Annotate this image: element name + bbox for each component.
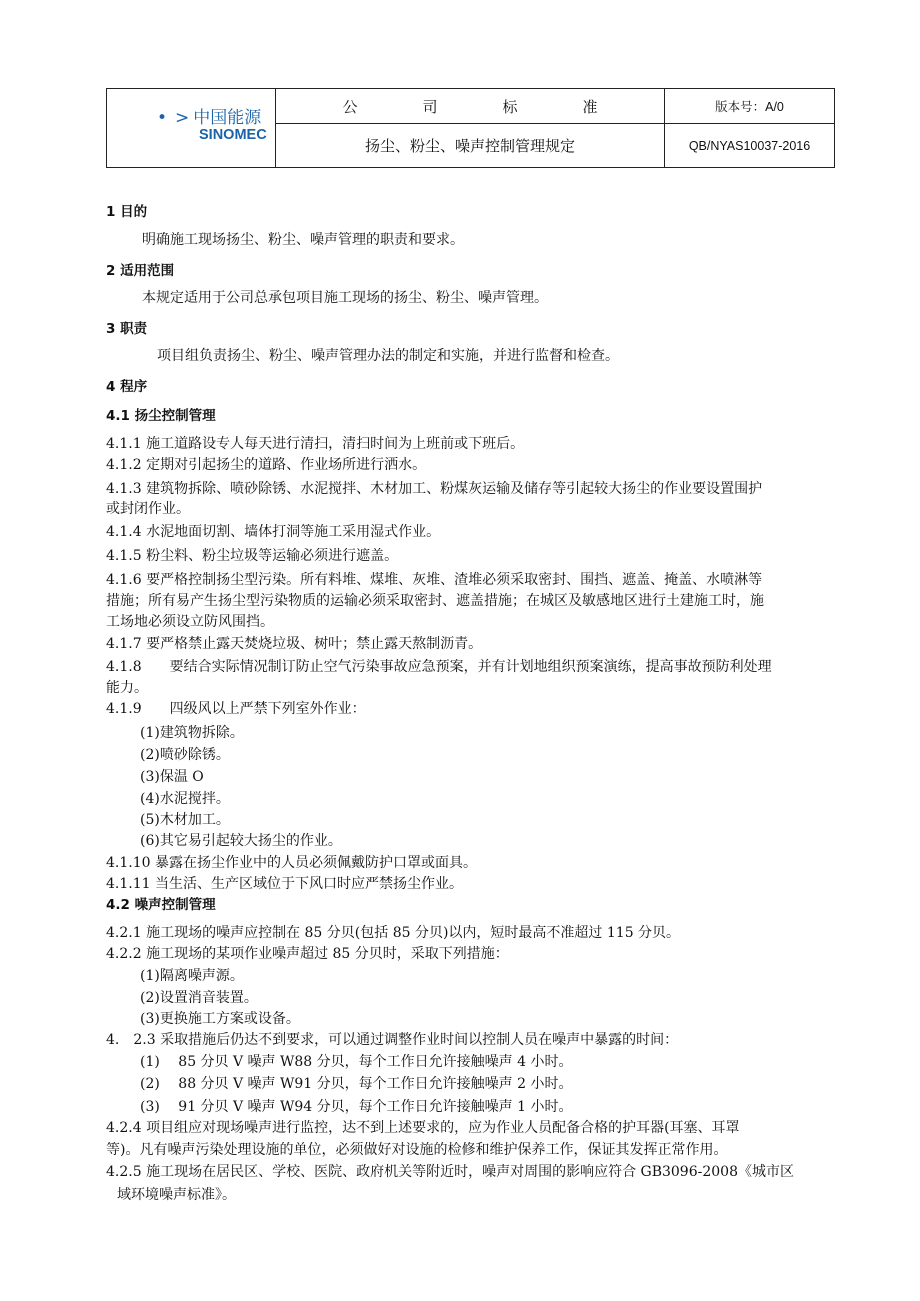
body-line: (4)水泥搅拌。: [140, 791, 230, 807]
logo-english-name: SINOMEC: [199, 127, 267, 143]
body-line: (1)建筑物拆除。: [140, 725, 244, 741]
body-line: 4.1.6 要严格控制扬尘型污染。所有料堆、煤堆、灰堆、渣堆必须采取密封、围挡、遮盖、掩盖、水喷淋等: [106, 572, 763, 588]
body-line: 4.1.4 水泥地面切割、墙体打洞等施工采用湿式作业。: [106, 524, 441, 540]
body-line: 等)。凡有噪声污染处理设施的单位，必须做好对设施的检修和维护保养工作，保证其发挥正常作用。: [106, 1142, 728, 1158]
logo-chinese-name: 中国能源: [193, 108, 262, 128]
body-line: 4.1.11 当生活、生产区域位于下风口时应严禁扬尘作业。: [106, 876, 463, 892]
body-line: 4.1.3 建筑物拆除、喷砂除锈、水泥搅拌、木材加工、粉煤灰运输及储存等引起较大扬尘的作业要设置围护: [106, 481, 763, 497]
body-line: 域环境噪声标准》。: [117, 1187, 236, 1203]
body-line: (1) 85 分贝 V 噪声 W88 分贝，每个工作日允许接触噪声 4 小时。: [140, 1054, 573, 1070]
document-title: 扬尘、粉尘、噪声控制管理规定: [364, 137, 575, 155]
section-heading: 3 职责: [106, 321, 148, 337]
standard-type-char: 司: [422, 97, 438, 116]
body-line: (2)喷砂除锈。: [140, 747, 230, 763]
body-line: 4.1.9 四级风以上严禁下列室外作业：: [106, 701, 366, 717]
section-heading: 1 目的: [106, 204, 148, 220]
body-line: 或封闭作业。: [106, 501, 190, 517]
body-line: (3)保温 O: [140, 769, 204, 785]
body-line: 4.2.1 施工现场的噪声应控制在 85 分贝(包括 85 分贝)以内，短时最高不准超过 115 分贝。: [106, 925, 681, 941]
section-heading: 4 程序: [106, 379, 148, 395]
body-line: 4.1.7 要严格禁止露天焚烧垃圾、树叶；禁止露天熬制沥青。: [106, 636, 483, 652]
body-line: 4.1.2 定期对引起扬尘的道路、作业场所进行洒水。: [106, 457, 427, 473]
body-line: 项目组负责扬尘、粉尘、噪声管理办法的制定和实施，并进行监督和检查。: [157, 348, 619, 364]
company-logo: [157, 103, 261, 128]
body-line: 4.1.1 施工道路设专人每天进行清扫，清扫时间为上班前或下班后。: [106, 436, 525, 452]
standard-type-char: 准: [582, 97, 598, 116]
document-header-table: [106, 88, 835, 168]
body-line: 本规定适用于公司总承包项目施工现场的扬尘、粉尘、噪声管理。: [142, 290, 548, 306]
logo-dot-icon: •: [157, 108, 168, 128]
body-line: 工场地必须设立防风围挡。: [106, 614, 274, 630]
section-heading: 4.1 扬尘控制管理: [106, 408, 216, 424]
body-line: 能力。: [106, 680, 148, 696]
logo-cell: [107, 89, 276, 168]
body-line: 4.2.2 施工现场的某项作业噪声超过 85 分贝时，采取下列措施：: [106, 946, 509, 962]
body-line: (6)其它易引起较大扬尘的作业。: [140, 833, 342, 849]
body-line: 4.2.4 项目组应对现场噪声进行监控，达不到上述要求的，应为作业人员配备合格的护耳器(耳塞、耳罩: [106, 1120, 740, 1136]
body-line: 措施；所有易产生扬尘型污染物质的运输必须采取密封、遮盖措施；在城区及敏感地区进行土建施工时，施: [106, 593, 764, 609]
section-heading: 4.2 噪声控制管理: [106, 897, 216, 913]
standard-type-label: [276, 96, 664, 117]
body-line: 4. 2.3 采取措施后仍达不到要求，可以通过调整作业时间以控制人员在噪声中暴露的时间：: [106, 1032, 679, 1048]
section-heading: 2 适用范围: [106, 263, 175, 279]
version-cell: [665, 89, 835, 124]
doc-code-cell: [665, 124, 835, 168]
standard-type-cell: [276, 89, 665, 124]
document-code: QB/NYAS10037-2016: [688, 138, 811, 153]
logo-arrow-icon: >: [175, 108, 190, 128]
body-line: (2)设置消音装置。: [140, 990, 258, 1006]
body-line: 4.1.5 粉尘料、粉尘垃圾等运输必须进行遮盖。: [106, 548, 399, 564]
standard-type-char: 标: [502, 97, 518, 116]
body-line: (5)木材加工。: [140, 812, 230, 828]
body-line: 4.1.8 要结合实际情况制订防止空气污染事故应急预案，并有计划地组织预案演练，提高事故预防利处理: [106, 659, 772, 675]
doc-title-cell: [276, 124, 665, 168]
version-number: 版本号：A/0: [715, 100, 784, 114]
body-line: (2) 88 分贝 V 噪声 W91 分贝，每个工作日允许接触噪声 2 小时。: [140, 1076, 573, 1092]
body-line: 4.1.10 暴露在扬尘作业中的人员必须佩戴防护口罩或面具。: [106, 855, 477, 871]
standard-type-char: 公: [342, 97, 358, 116]
body-line: (1)隔离噪声源。: [140, 968, 244, 984]
body-line: 4.2.5 施工现场在居民区、学校、医院、政府机关等附近时，噪声对周围的影响应符合 GB3096-2008《城市区: [106, 1164, 794, 1180]
body-line: (3) 91 分贝 V 噪声 W94 分贝，每个工作日允许接触噪声 1 小时。: [140, 1099, 573, 1115]
body-line: 明确施工现场扬尘、粉尘、噪声管理的职责和要求。: [142, 232, 464, 248]
body-line: (3)更换施工方案或设备。: [140, 1011, 300, 1027]
